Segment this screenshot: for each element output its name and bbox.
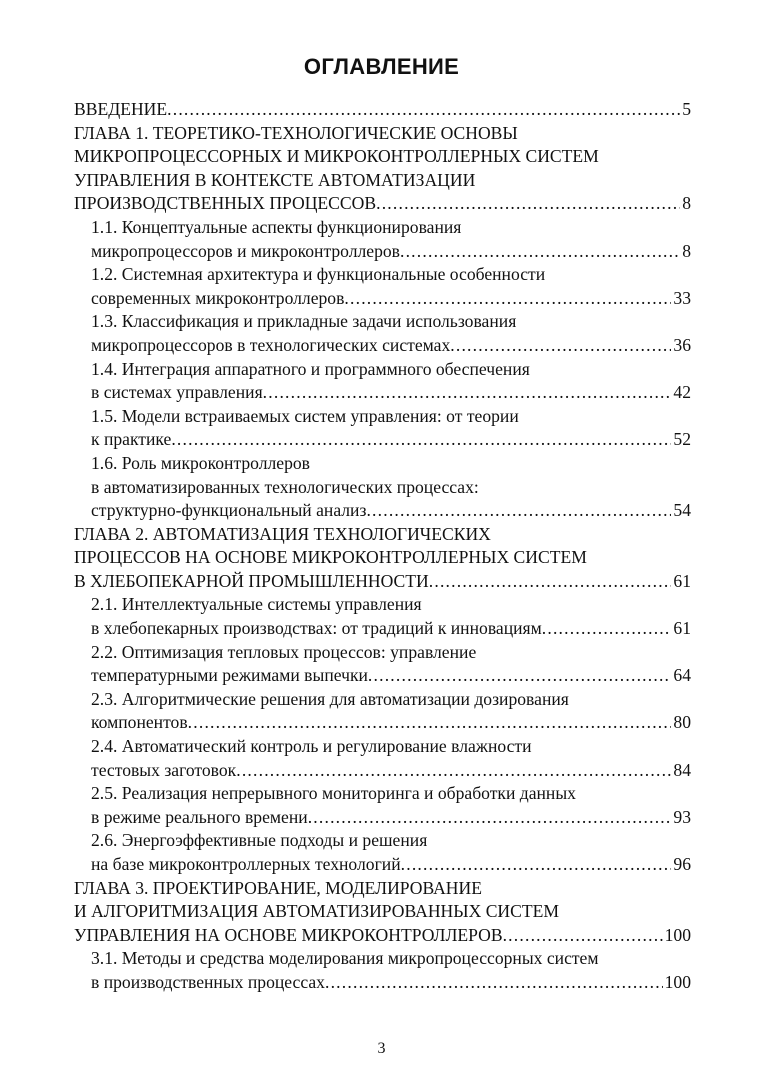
toc-line [91,287,691,311]
toc-line [91,664,691,688]
toc-page-number: 54 [673,500,691,521]
toc-line [91,971,691,995]
dot-leader [167,98,680,122]
dot-leader [400,240,680,264]
toc-page-number: 8 [682,240,691,261]
toc-entry-text: структурно-функциональный анализ [91,500,367,521]
toc-page-number: 80 [673,712,691,733]
toc-entry-text: 2.4. Автоматический контроль и регулирование влажности [91,736,532,757]
toc-subsection [74,829,691,876]
toc-entry-text: микропроцессоров и микроконтроллеров [91,240,400,261]
toc-page-number: 84 [673,759,691,780]
toc-chapter [74,98,691,122]
toc-line [74,192,691,216]
toc-entry-text: тестовых заготовок [91,759,237,780]
toc-line [91,806,691,830]
toc-page-number: 61 [673,570,691,591]
toc-page-number: 100 [664,924,691,945]
table-of-contents [74,98,691,995]
toc-subsection [74,641,691,688]
toc-entry-text: И АЛГОРИТМИЗАЦИЯ АВТОМАТИЗИРОВАННЫХ СИСТЕМ [74,901,560,922]
toc-entry-text: ГЛАВА 2. АВТОМАТИЗАЦИЯ ТЕХНОЛОГИЧЕСКИХ [74,523,491,544]
toc-entry-text: УПРАВЛЕНИЯ НА ОСНОВЕ МИКРОКОНТРОЛЛЕРОВ [74,924,503,945]
toc-entry-text: компонентов [91,712,188,733]
toc-entry-text: 2.2. Оптимизация тепловых процессов: управление [91,641,477,662]
dot-leader [376,192,680,216]
toc-subsection [74,688,691,735]
dot-leader [325,971,663,995]
toc-entry-text: 1.5. Модели встраиваемых систем управления: от теории [91,405,519,426]
toc-entry-text: 2.5. Реализация непрерывного мониторинга и обработки данных [91,783,576,804]
dot-leader [429,570,672,594]
dot-leader [188,711,672,735]
toc-line [91,428,691,452]
toc-line [74,924,691,948]
page-number: 3 [377,1040,386,1057]
toc-entry-text: 1.3. Классификация и прикладные задачи использования [91,311,517,332]
toc-entry-text: в режиме реального времени [91,806,308,827]
dot-leader [308,806,672,830]
toc-entry-text: 1.4. Интеграция аппаратного и программного обеспечения [91,358,530,379]
toc-chapter [74,122,691,216]
toc-page-number: 42 [673,382,691,403]
toc-entry-text: на базе микроконтроллерных технологий [91,854,401,874]
toc-entry-text: в хлебопекарных производствах: от традиций к инновациям [91,618,542,639]
toc-subsection [74,310,691,357]
toc-page-number: 8 [682,193,691,214]
dot-leader [171,428,671,452]
toc-line [91,381,691,405]
dot-leader [236,759,671,783]
toc-line [91,617,691,641]
toc-line [74,570,691,594]
toc-subsection [74,593,691,640]
toc-subsection [74,405,691,452]
toc-entry-text: ПРОИЗВОДСТВЕННЫХ ПРОЦЕССОВ [74,193,377,214]
toc-entry-text: температурными режимами выпечки [91,665,368,686]
toc-line [91,240,691,264]
toc-entry-text: современных микроконтроллеров [91,287,345,308]
toc-chapter [74,877,691,948]
toc-line [91,334,691,358]
toc-chapter [74,523,691,594]
toc-entry-text: ПРОЦЕССОВ НА ОСНОВЕ МИКРОКОНТРОЛЛЕРНЫХ СИСТЕМ [74,547,587,568]
dot-leader [368,664,671,688]
dot-leader [366,499,671,523]
toc-entry-text: в системах управления [91,382,263,403]
page-title: ОГЛАВЛЕНИЕ [303,54,460,79]
toc-page-number: 100 [664,971,691,992]
toc-entry-text: ГЛАВА 3. ПРОЕКТИРОВАНИЕ, МОДЕЛИРОВАНИЕ [74,877,482,898]
toc-entry-text: 1.1. Концептуальные аспекты функционирования [91,216,462,237]
toc-subsection [74,263,691,310]
toc-entry-text: ГЛАВА 1. ТЕОРЕТИКО-ТЕХНОЛОГИЧЕСКИЕ ОСНОВЫ [74,122,518,143]
toc-entry-text: УПРАВЛЕНИЯ В КОНТЕКСТЕ АВТОМАТИЗАЦИИ [74,169,476,190]
toc-entry-text: в автоматизированных технологических процессах: [91,476,479,497]
dot-leader [263,381,672,405]
toc-page-number: 52 [673,429,691,450]
toc-page-number: 36 [673,334,691,355]
toc-subsection [74,452,691,523]
dot-leader [344,287,671,311]
toc-subsection [74,358,691,405]
toc-entry-text: МИКРОПРОЦЕССОРНЫХ И МИКРОКОНТРОЛЛЕРНЫХ СИСТЕМ [74,146,599,167]
toc-subsection [74,735,691,782]
toc-entry-text: 3.1. Методы и средства моделирования микропроцессорных систем [91,948,599,969]
toc-entry-text: к практике [91,429,172,450]
toc-line [91,499,691,523]
toc-entry-text: 2.6. Энергоэффективные подходы и решения [91,830,428,851]
dot-leader [401,853,672,877]
toc-page-number: 33 [673,287,691,308]
toc-page-number: 61 [673,618,691,639]
toc-entry-text: ВВЕДЕНИЕ [74,99,168,119]
toc-page-number: 64 [673,665,691,686]
toc-entry-text: микропроцессоров в технологических системах [91,334,451,355]
dot-leader [503,924,663,948]
dot-leader [450,334,671,358]
toc-page-number: 5 [682,99,691,119]
toc-entry-text: 1.6. Роль микроконтроллеров [91,452,310,473]
toc-entry-text: В ХЛЕБОПЕКАРНОЙ ПРОМЫШЛЕННОСТИ [74,570,429,591]
toc-page-number: 96 [673,854,691,874]
toc-subsection [74,216,691,263]
toc-entry-text: 2.3. Алгоритмические решения для автоматизации дозирования [91,688,569,709]
toc-subsection [74,782,691,829]
toc-entry-text: 1.2. Системная архитектура и функциональные особенности [91,264,546,285]
toc-line [74,98,691,122]
toc-line [91,853,691,877]
toc-page-number: 93 [673,806,691,827]
toc-subsection [74,947,691,994]
dot-leader [542,617,672,641]
toc-entry-text: 2.1. Интеллектуальные системы управления [91,594,422,615]
toc-line [91,759,691,783]
toc-line [91,711,691,735]
toc-entry-text: в производственных процессах [91,971,325,992]
